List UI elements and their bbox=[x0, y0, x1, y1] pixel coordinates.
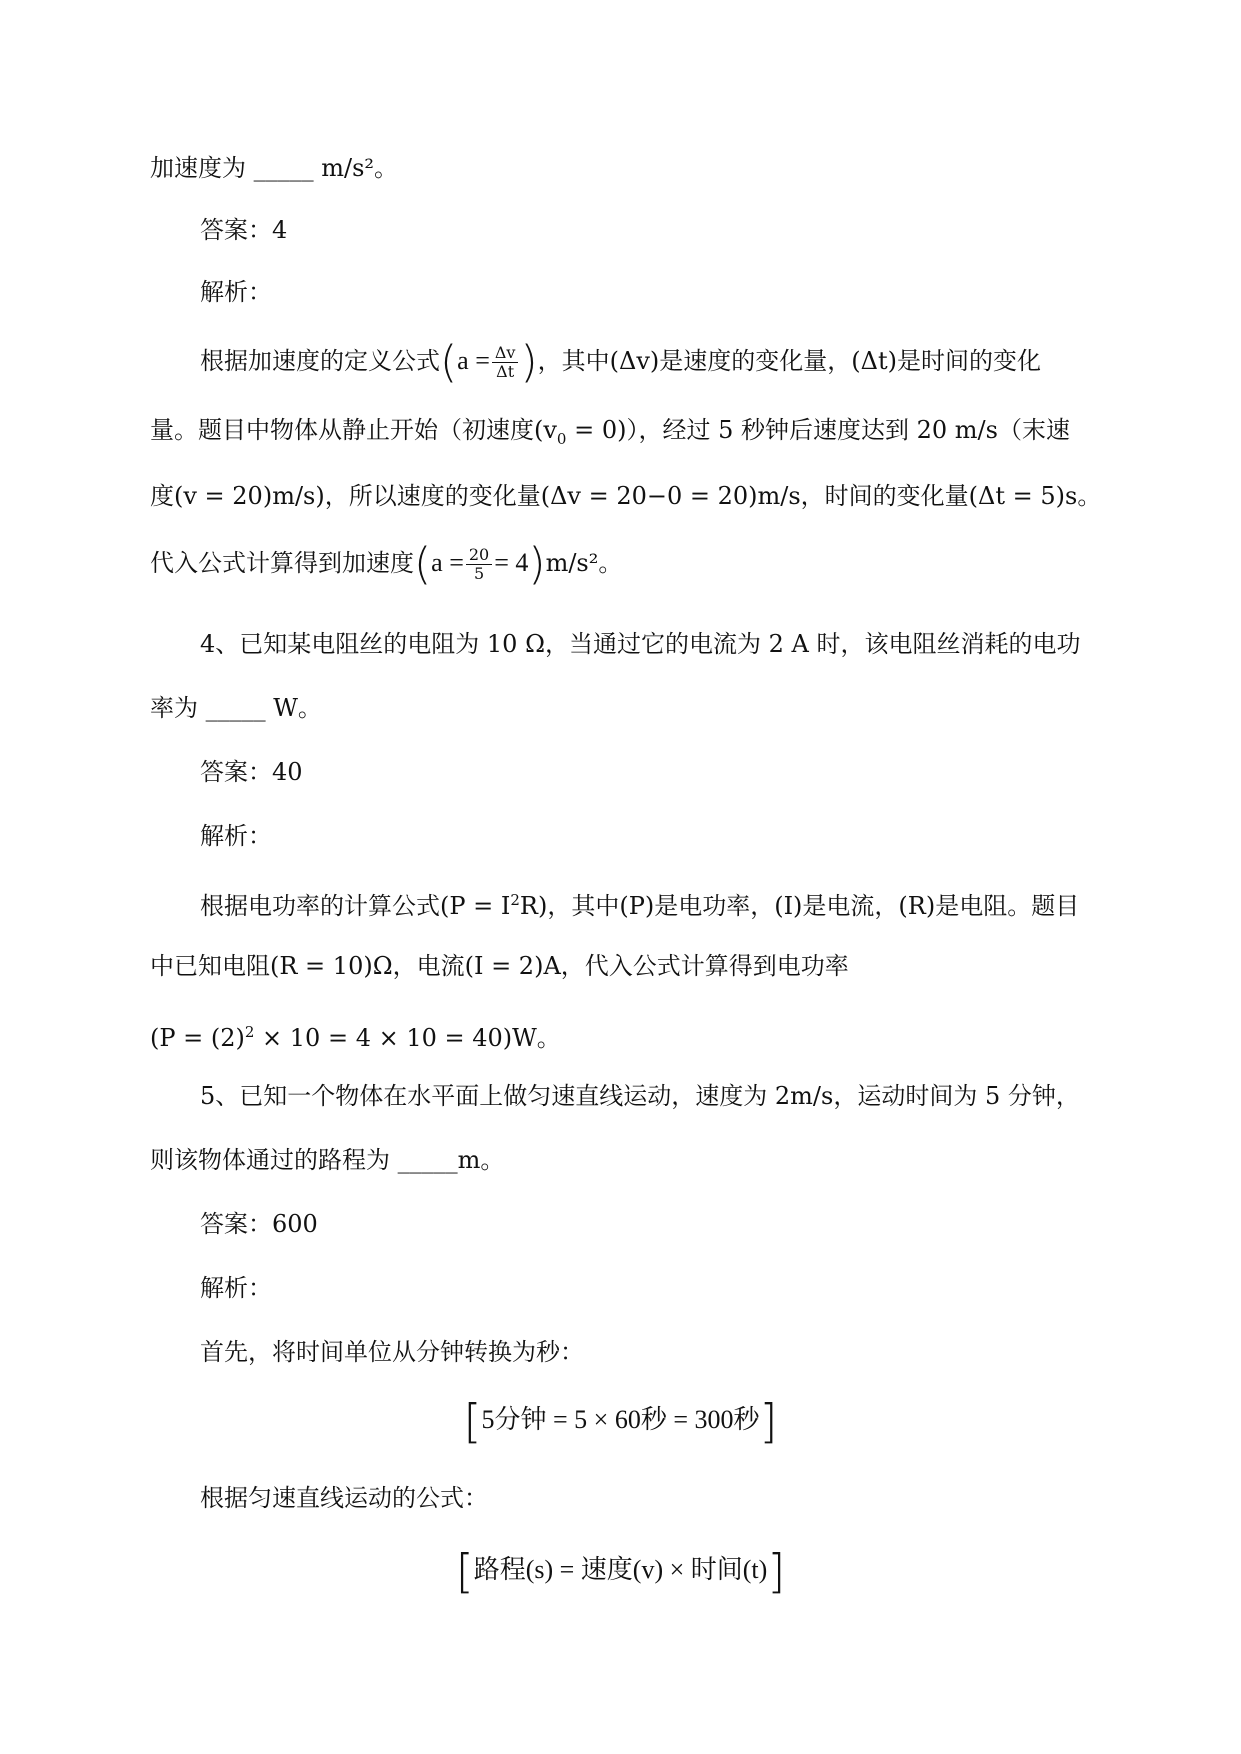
left-paren: ( bbox=[414, 538, 432, 590]
question-5-line-1: 5、已知一个物体在水平面上做匀速直线运动，速度为 2m/s，运动时间为 5 分钟， bbox=[200, 1082, 1080, 1110]
fraction-numerator: 20 bbox=[466, 546, 492, 565]
analysis-line-3: 度(v = 20)m/s)，所以速度的变化量(Δv = 20−0 = 20)m/s，时间的变化量(Δt = 5)s。 bbox=[150, 482, 1102, 510]
text-segment: ，其中(Δv)是速度的变化量，(Δt)是时间的变化 bbox=[537, 347, 1041, 375]
line-acceleration-blank: 加速度为 _____ m/s²。 bbox=[150, 154, 399, 182]
text-segment: 根据电功率的计算公式(P = I bbox=[200, 892, 511, 920]
analysis-5-line-2: 根据匀速直线运动的公式： bbox=[200, 1484, 488, 1512]
analysis-line-1 bbox=[200, 336, 1041, 388]
analysis-line-4 bbox=[150, 538, 623, 590]
equation-text: 路程(s) = 速度(v) × 时间(t) bbox=[473, 1555, 768, 1584]
fraction-numerator: Δv bbox=[492, 344, 519, 363]
left-paren: ( bbox=[440, 336, 458, 388]
equation-text: 5分钟 = 5 × 60秒 = 300秒 bbox=[481, 1405, 760, 1434]
analysis-label-3: 解析： bbox=[200, 278, 272, 306]
formula-lhs: a = bbox=[431, 548, 464, 577]
right-paren: ) bbox=[520, 336, 538, 388]
analysis-line-2 bbox=[150, 412, 1070, 457]
answer-4: 答案：40 bbox=[200, 758, 303, 786]
text-segment: R)，其中(P)是电功率，(I)是电流，(R)是电阻。题目 bbox=[519, 892, 1080, 920]
left-bracket: [ bbox=[455, 1544, 474, 1599]
formula-lhs: a = bbox=[457, 346, 490, 375]
text-segment: = 0)），经过 5 秒钟后速度达到 20 m/s（末速 bbox=[566, 416, 1070, 444]
question-5-line-2: 则该物体通过的路程为 _____m。 bbox=[150, 1146, 505, 1174]
text-segment: 代入公式计算得到加速度 bbox=[150, 549, 414, 577]
fraction-denominator: Δt bbox=[496, 362, 515, 381]
text-segment: 根据加速度的定义公式 bbox=[200, 347, 440, 375]
right-paren: ) bbox=[528, 538, 546, 590]
fraction-denominator: 5 bbox=[473, 564, 485, 583]
superscript: 2 bbox=[510, 891, 520, 909]
question-4-line-2: 率为 _____ W。 bbox=[150, 694, 322, 722]
fraction bbox=[492, 344, 519, 381]
fraction bbox=[466, 546, 492, 583]
superscript: 2 bbox=[244, 1023, 255, 1041]
answer-3: 答案：4 bbox=[200, 216, 288, 244]
analysis-4-line-2: 中已知电阻(R = 10)Ω，电流(I = 2)A，代入公式计算得到电功率 bbox=[150, 952, 849, 980]
equation-time-conversion bbox=[0, 1394, 1241, 1449]
text-segment: × 10 = 4 × 10 = 40)W。 bbox=[254, 1024, 561, 1052]
text-segment: m/s²。 bbox=[545, 549, 623, 577]
analysis-label-5: 解析： bbox=[200, 1274, 272, 1302]
analysis-4-line-3 bbox=[150, 1014, 561, 1056]
right-bracket: ] bbox=[767, 1544, 786, 1599]
answer-5: 答案：600 bbox=[200, 1210, 318, 1238]
analysis-label-4: 解析： bbox=[200, 822, 272, 850]
question-4-line-1: 4、已知某电阻丝的电阻为 10 Ω，当通过它的电流为 2 A 时，该电阻丝消耗的电功 bbox=[200, 630, 1081, 658]
text-segment: 量。题目中物体从静止开始（初速度(v bbox=[150, 416, 557, 444]
analysis-4-line-1 bbox=[200, 882, 1079, 924]
formula-rhs: = 4 bbox=[494, 548, 529, 577]
right-bracket: ] bbox=[759, 1394, 778, 1449]
subscript: 0 bbox=[556, 429, 567, 448]
text-segment: (P = (2) bbox=[150, 1024, 245, 1052]
left-bracket: [ bbox=[463, 1394, 482, 1449]
analysis-5-line-1: 首先，将时间单位从分钟转换为秒： bbox=[200, 1338, 584, 1366]
equation-distance bbox=[0, 1544, 1241, 1599]
